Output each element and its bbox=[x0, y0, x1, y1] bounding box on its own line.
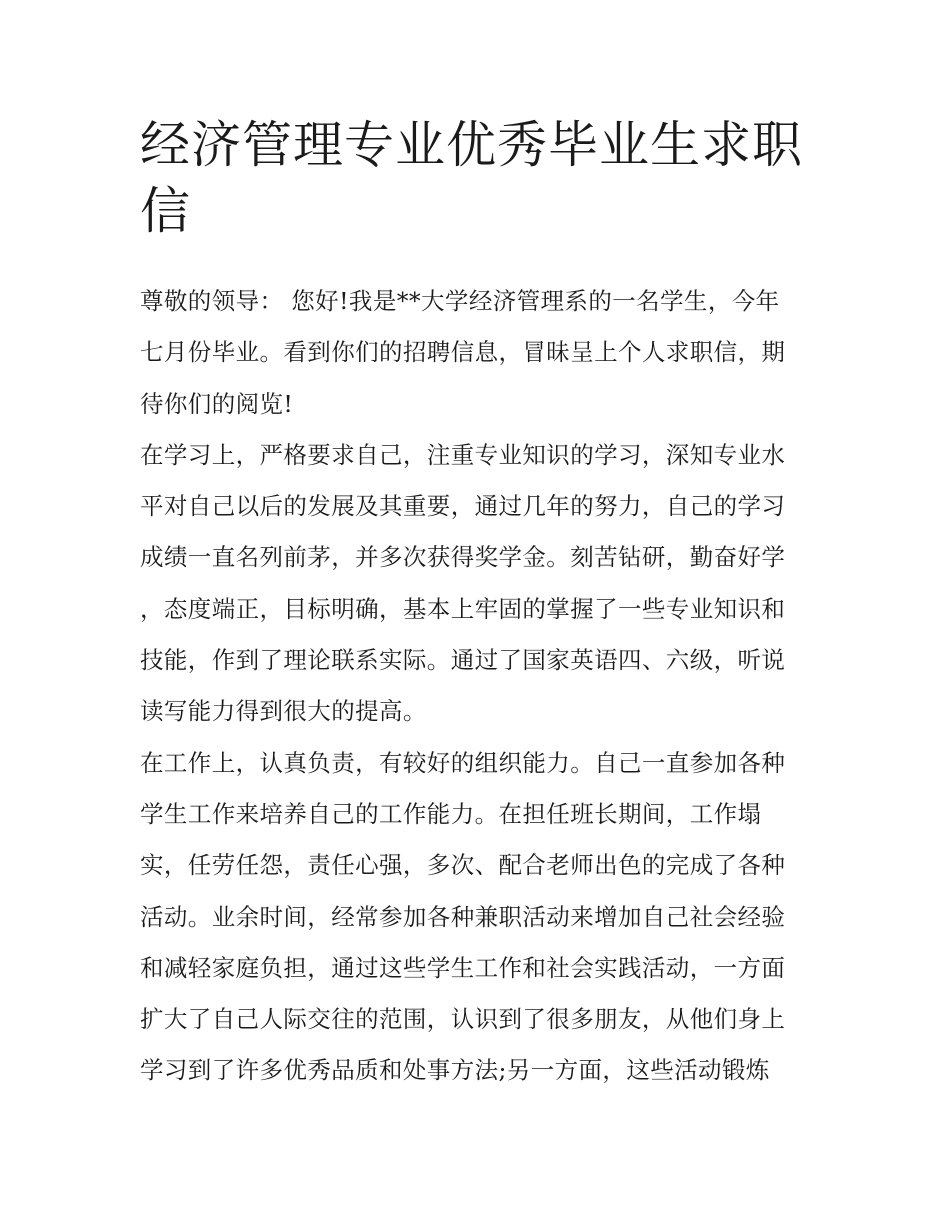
body-line: 成绩一直名列前茅，并多次获得奖学金。刻苦钻研，勤奋好学 bbox=[140, 543, 786, 572]
body-line: 学习到了许多优秀品质和处事方法;另一方面，这些活动锻炼 bbox=[140, 1056, 770, 1085]
body-line: 在工作上，认真负责，有较好的组织能力。自己一直参加各种 bbox=[140, 748, 786, 777]
body-line: 技能，作到了理论联系实际。通过了国家英语四、六级，听说 bbox=[140, 646, 786, 675]
body-line: 扩大了自己人际交往的范围，认识到了很多朋友，从他们身上 bbox=[140, 1005, 786, 1034]
letter-body bbox=[140, 279, 830, 1100]
body-line: 和减轻家庭负担，通过这些学生工作和社会实践活动，一方面 bbox=[140, 953, 786, 982]
title-line: 经济管理专业优秀毕业生求职 bbox=[140, 116, 803, 174]
title-line: 信 bbox=[140, 182, 191, 240]
body-line: 七月份毕业。看到你们的招聘信息，冒昧呈上个人求职信，期 bbox=[140, 338, 786, 367]
body-line: 待你们的阅览! bbox=[140, 389, 294, 418]
body-line: 尊敬的领导： 您好!我是**大学经济管理系的一名学生，今年 bbox=[140, 287, 780, 315]
body-line: 学生工作来培养自己的工作能力。在担任班长期间，工作塌 bbox=[140, 799, 762, 828]
body-line: 读写能力得到很大的提高。 bbox=[140, 697, 427, 726]
document-title bbox=[140, 112, 820, 244]
body-line: 平对自己以后的发展及其重要，通过几年的努力，自己的学习 bbox=[140, 492, 786, 521]
body-line: 在学习上，严格要求自己，注重专业知识的学习，深知专业水 bbox=[140, 440, 786, 469]
body-line: ，态度端正，目标明确，基本上牢固的掌握了一些专业知识和 bbox=[140, 594, 786, 623]
body-line: 活动。业余时间，经常参加各种兼职活动来增加自己社会经验 bbox=[140, 902, 786, 931]
body-line: 实，任劳任怨，责任心强，多次、配合老师出色的完成了各种 bbox=[140, 851, 786, 880]
